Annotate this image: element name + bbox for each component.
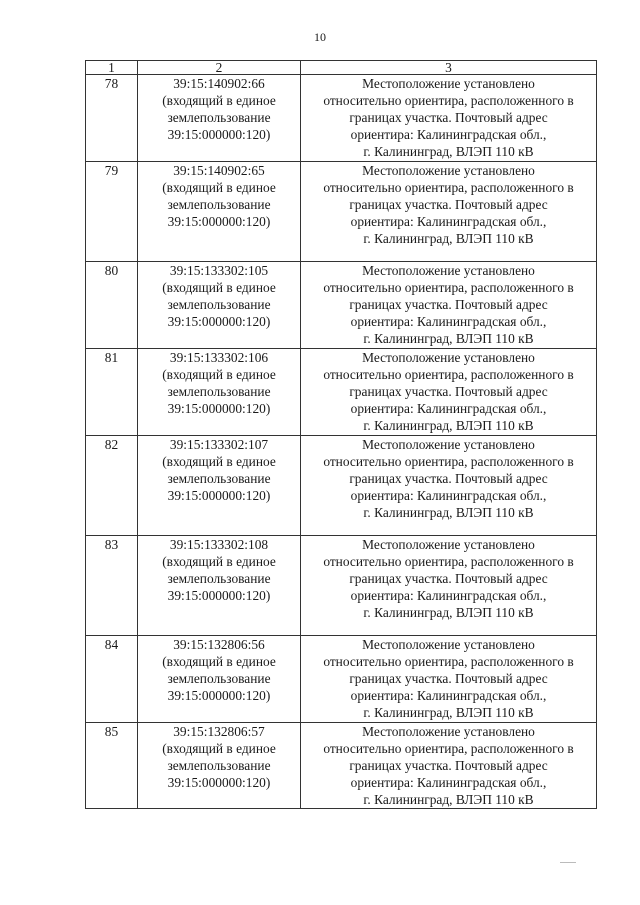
cadastral-note-line: 39:15:000000:120) bbox=[167, 588, 271, 603]
header-row bbox=[86, 61, 597, 75]
location-line: Местоположение установлено bbox=[362, 637, 535, 652]
cadastral-note-line: землепользование bbox=[167, 297, 271, 312]
cadastral-note-line: (входящий в единое bbox=[162, 180, 276, 195]
location-line: границах участка. Почтовый адрес bbox=[349, 571, 548, 586]
location-line: ориентира: Калининградская обл., bbox=[350, 775, 547, 790]
location-line: Местоположение установлено bbox=[362, 76, 535, 91]
location-cell bbox=[301, 162, 597, 262]
location-line: ориентира: Калининградская обл., bbox=[350, 401, 547, 416]
cadastral-note-line: 39:15:000000:120) bbox=[167, 688, 271, 703]
row-number-cell bbox=[86, 636, 138, 723]
row-number-cell bbox=[86, 436, 138, 536]
cadastral-note-line: 39:15:000000:120) bbox=[167, 214, 271, 229]
cadastral-cell bbox=[138, 262, 301, 349]
row-number-cell bbox=[86, 75, 138, 162]
table-row bbox=[86, 723, 597, 809]
row-number: 84 bbox=[104, 637, 119, 652]
table-row bbox=[86, 436, 597, 536]
location-line: Местоположение установлено bbox=[362, 163, 535, 178]
cadastral-note-line: землепользование bbox=[167, 471, 271, 486]
location-line: границах участка. Почтовый адрес bbox=[349, 197, 548, 212]
location-line: г. Калининград, ВЛЭП 110 кВ bbox=[363, 605, 534, 620]
location-cell bbox=[301, 75, 597, 162]
row-number: 80 bbox=[104, 263, 119, 278]
location-line: ориентира: Калининградская обл., bbox=[350, 588, 547, 603]
location-cell bbox=[301, 349, 597, 436]
location-cell bbox=[301, 436, 597, 536]
cadastral-note-line: (входящий в единое bbox=[162, 93, 276, 108]
cadastral-note-line: землепользование bbox=[167, 758, 271, 773]
cadastral-note-line: (входящий в единое bbox=[162, 454, 276, 469]
location-line: Местоположение установлено bbox=[362, 437, 535, 452]
cadastral-note-line: (входящий в единое bbox=[162, 367, 276, 382]
location-line: ориентира: Калининградская обл., bbox=[350, 127, 547, 142]
table-body bbox=[86, 75, 597, 809]
cadastral-note-line: землепользование bbox=[167, 571, 271, 586]
row-number-cell bbox=[86, 162, 138, 262]
location-line: относительно ориентира, расположенного в bbox=[323, 554, 574, 569]
location-line: относительно ориентира, расположенного в bbox=[323, 180, 574, 195]
cadastral-cell bbox=[138, 723, 301, 809]
cadastral-note-line: 39:15:000000:120) bbox=[167, 775, 271, 790]
location-line: г. Калининград, ВЛЭП 110 кВ bbox=[363, 231, 534, 246]
location-line: г. Калининград, ВЛЭП 110 кВ bbox=[363, 705, 534, 720]
cadastral-note-line: (входящий в единое bbox=[162, 280, 276, 295]
cadastral-cell bbox=[138, 636, 301, 723]
table-row bbox=[86, 75, 597, 162]
location-line: ориентира: Калининградская обл., bbox=[350, 488, 547, 503]
location-line: относительно ориентира, расположенного в bbox=[323, 280, 574, 295]
cadastral-note-line: (входящий в единое bbox=[162, 654, 276, 669]
location-line: г. Калининград, ВЛЭП 110 кВ bbox=[363, 144, 534, 159]
location-line: г. Калининград, ВЛЭП 110 кВ bbox=[363, 792, 534, 807]
row-number-cell bbox=[86, 723, 138, 809]
row-number: 83 bbox=[104, 537, 119, 552]
column-header-3: 3 bbox=[301, 61, 597, 75]
location-line: относительно ориентира, расположенного в bbox=[323, 741, 574, 756]
location-line: ориентира: Калининградская обл., bbox=[350, 214, 547, 229]
cadastral-note-line: 39:15:000000:120) bbox=[167, 314, 271, 329]
cadastral-number: 39:15:133302:108 bbox=[169, 537, 269, 552]
cadastral-note-line: 39:15:000000:120) bbox=[167, 488, 271, 503]
cadastral-note-line: землепользование bbox=[167, 197, 271, 212]
location-line: относительно ориентира, расположенного в bbox=[323, 454, 574, 469]
location-line: границах участка. Почтовый адрес bbox=[349, 384, 548, 399]
cadastral-number: 39:15:133302:107 bbox=[169, 437, 269, 452]
cadastral-cell bbox=[138, 162, 301, 262]
table-row bbox=[86, 349, 597, 436]
location-line: Местоположение установлено bbox=[362, 263, 535, 278]
page-number: 10 bbox=[314, 30, 326, 44]
table-row bbox=[86, 262, 597, 349]
row-number: 85 bbox=[104, 724, 119, 739]
location-line: Местоположение установлено bbox=[362, 724, 535, 739]
table-row bbox=[86, 162, 597, 262]
location-line: ориентира: Калининградская обл., bbox=[350, 314, 547, 329]
location-line: ориентира: Калининградская обл., bbox=[350, 688, 547, 703]
cadastral-cell bbox=[138, 75, 301, 162]
location-line: границах участка. Почтовый адрес bbox=[349, 471, 548, 486]
cadastral-cell bbox=[138, 536, 301, 636]
row-number: 79 bbox=[104, 163, 119, 178]
cadastral-note-line: (входящий в единое bbox=[162, 554, 276, 569]
column-header-2: 2 bbox=[138, 61, 301, 75]
row-number: 82 bbox=[104, 437, 119, 452]
row-number-cell bbox=[86, 536, 138, 636]
location-cell bbox=[301, 536, 597, 636]
location-cell bbox=[301, 262, 597, 349]
cadastral-cell bbox=[138, 436, 301, 536]
location-line: границах участка. Почтовый адрес bbox=[349, 110, 548, 125]
table-row bbox=[86, 536, 597, 636]
cadastral-number: 39:15:133302:105 bbox=[169, 263, 269, 278]
cadastral-note-line: землепользование bbox=[167, 384, 271, 399]
location-line: относительно ориентира, расположенного в bbox=[323, 93, 574, 108]
cadastral-note-line: 39:15:000000:120) bbox=[167, 401, 271, 416]
scan-mark bbox=[560, 862, 576, 863]
location-cell bbox=[301, 723, 597, 809]
location-line: г. Калининград, ВЛЭП 110 кВ bbox=[363, 331, 534, 346]
row-number: 81 bbox=[104, 350, 119, 365]
parcels-table bbox=[85, 60, 597, 809]
cadastral-note-line: землепользование bbox=[167, 110, 271, 125]
table-header bbox=[86, 61, 597, 75]
location-line: Местоположение установлено bbox=[362, 537, 535, 552]
table-row bbox=[86, 636, 597, 723]
location-line: Местоположение установлено bbox=[362, 350, 535, 365]
cadastral-number: 39:15:132806:56 bbox=[173, 637, 265, 652]
row-number-cell bbox=[86, 262, 138, 349]
cadastral-cell bbox=[138, 349, 301, 436]
cadastral-note-line: (входящий в единое bbox=[162, 741, 276, 756]
location-line: г. Калининград, ВЛЭП 110 кВ bbox=[363, 505, 534, 520]
cadastral-note-line: 39:15:000000:120) bbox=[167, 127, 271, 142]
cadastral-number: 39:15:132806:57 bbox=[173, 724, 265, 739]
location-cell bbox=[301, 636, 597, 723]
column-header-1: 1 bbox=[86, 61, 138, 75]
cadastral-note-line: землепользование bbox=[167, 671, 271, 686]
cadastral-number: 39:15:140902:66 bbox=[173, 76, 265, 91]
cadastral-number: 39:15:133302:106 bbox=[169, 350, 269, 365]
location-line: относительно ориентира, расположенного в bbox=[323, 367, 574, 382]
row-number-cell bbox=[86, 349, 138, 436]
location-line: границах участка. Почтовый адрес bbox=[349, 297, 548, 312]
location-line: границах участка. Почтовый адрес bbox=[349, 671, 548, 686]
location-line: границах участка. Почтовый адрес bbox=[349, 758, 548, 773]
location-line: г. Калининград, ВЛЭП 110 кВ bbox=[363, 418, 534, 433]
location-line: относительно ориентира, расположенного в bbox=[323, 654, 574, 669]
row-number: 78 bbox=[104, 76, 119, 91]
cadastral-number: 39:15:140902:65 bbox=[173, 163, 265, 178]
